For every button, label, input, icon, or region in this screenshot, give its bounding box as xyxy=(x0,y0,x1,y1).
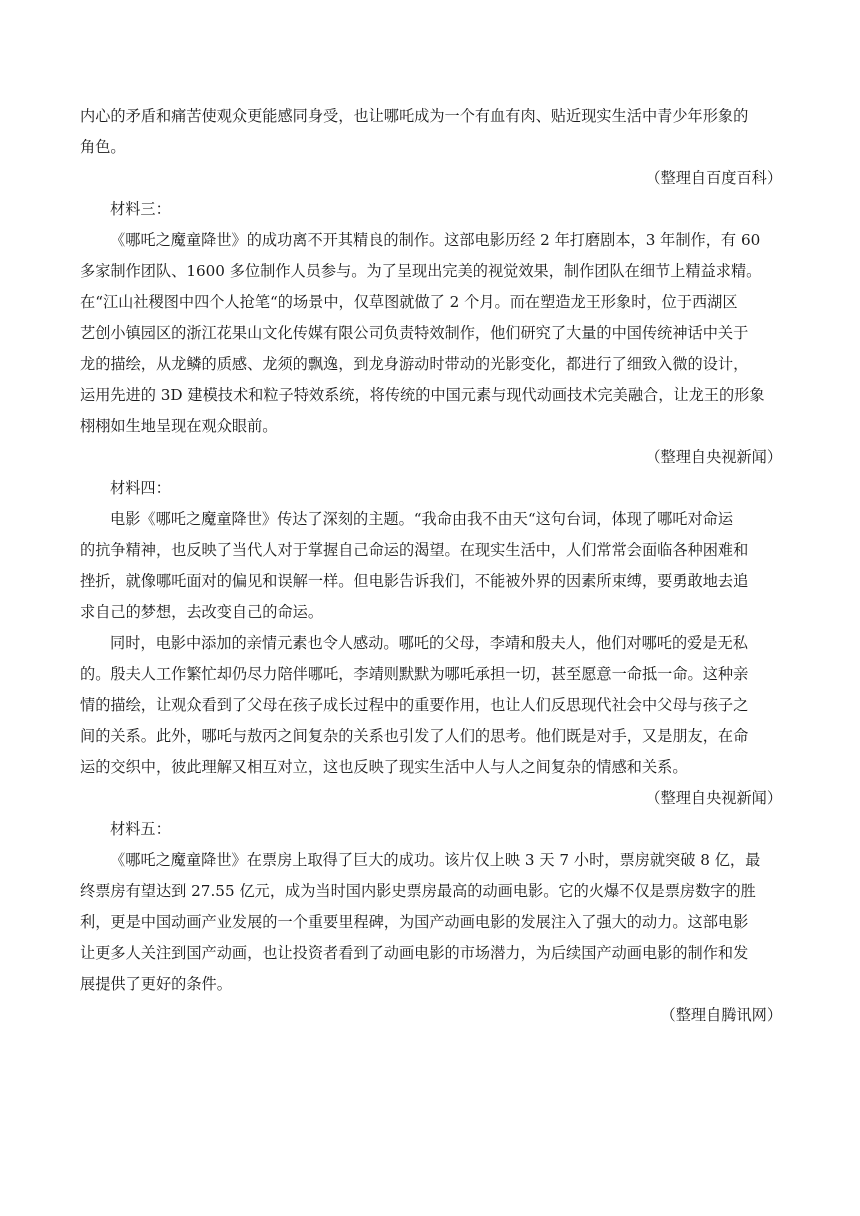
source-cctv-2: （整理自央视新闻） xyxy=(645,789,782,807)
paragraph-material-4a: 电影《哪吒之魔童降世》传达了深刻的主题。“我命由我不由天“这句台词，体现了哪吒对命运 的抗争精神，也反映了当代人对于掌握自己命运的渴望。在现实生活中，人们常常会面临各种困难和 挫折，就像哪吒面对的偏见和误解一样。但电影告诉我们，不能被外界的因素所束缚，要勇敢地去追 求自己的梦想，去改变自己的命运。 xyxy=(80,510,749,621)
document-body xyxy=(80,101,782,1031)
source-baidu: （整理自百度百科） xyxy=(645,169,782,187)
source-cctv-1: （整理自央视新闻） xyxy=(645,448,782,466)
paragraph-material-3: 《哪吒之魔童降世》的成功离不开其精良的制作。这部电影历经 2 年打磨剧本，3 年制作，有 60 多家制作团队、1600 多位制作人员参与。为了呈现出完美的视觉效果，制作团队在细节上精益求精。 在“江山社稷图中四个人抢笔“的场景中，仅草图就做了 2 个月。而在塑造龙王形象时，位于西湖区 艺创小镇园区的浙江花果山文化传媒有限公司负责特效制作，他们研究了大量的中国传统神话中关于 龙的描绘，从龙鳞的质感、龙须的飘逸，到龙身游动时带动的光影变化，都进行了细致入微的设计， 运用先进的 3D 建模技术和粒子特效系统，将传统的中国元素与现代动画技术完美融合，让龙王的形象 栩栩如生地呈现在观众眼前。 xyxy=(80,231,765,435)
paragraph-continued: 内心的矛盾和痛苦使观众更能感同身受，也让哪吒成为一个有血有肉、贴近现实生活中青少年形象的 角色。 xyxy=(80,107,749,156)
paragraph-material-4b: 同时，电影中添加的亲情元素也令人感动。哪吒的父母，李靖和殷夫人，他们对哪吒的爱是无私 的。殷夫人工作繁忙却仍尽力陪伴哪吒，李靖则默默为哪吒承担一切，甚至愿意一命抵一命。这种亲 情的描绘，让观众看到了父母在孩子成长过程中的重要作用，也让人们反思现代社会中父母与孩子之 间的关系。此外，哪吒与敖丙之间复杂的关系也引发了人们的思考。他们既是对手，又是朋友，在命 运的交织中，彼此理解又相互对立，这也反映了现实生活中人与人之间复杂的情感和关系。 xyxy=(80,634,749,776)
source-tencent: （整理自腾讯网） xyxy=(660,1006,782,1024)
heading-material-3: 材料三： xyxy=(110,200,171,218)
paragraph-material-5: 《哪吒之魔童降世》在票房上取得了巨大的成功。该片仅上映 3 天 7 小时，票房就突破 8 亿，最 终票房有望达到 27.55 亿元，成为当时国内影史票房最高的动画电影。它的火爆不仅是票房数字的胜 利，更是中国动画产业发展的一个重要里程碑，为国产动画电影的发展注入了强大的动力。这部电影 让更多人关注到国产动画，也让投资者看到了动画电影的市场潜力，为后续国产动画电影的制作和发 展提供了更好的条件。 xyxy=(80,851,761,993)
heading-material-5: 材料五： xyxy=(110,820,171,838)
heading-material-4: 材料四： xyxy=(110,479,171,497)
